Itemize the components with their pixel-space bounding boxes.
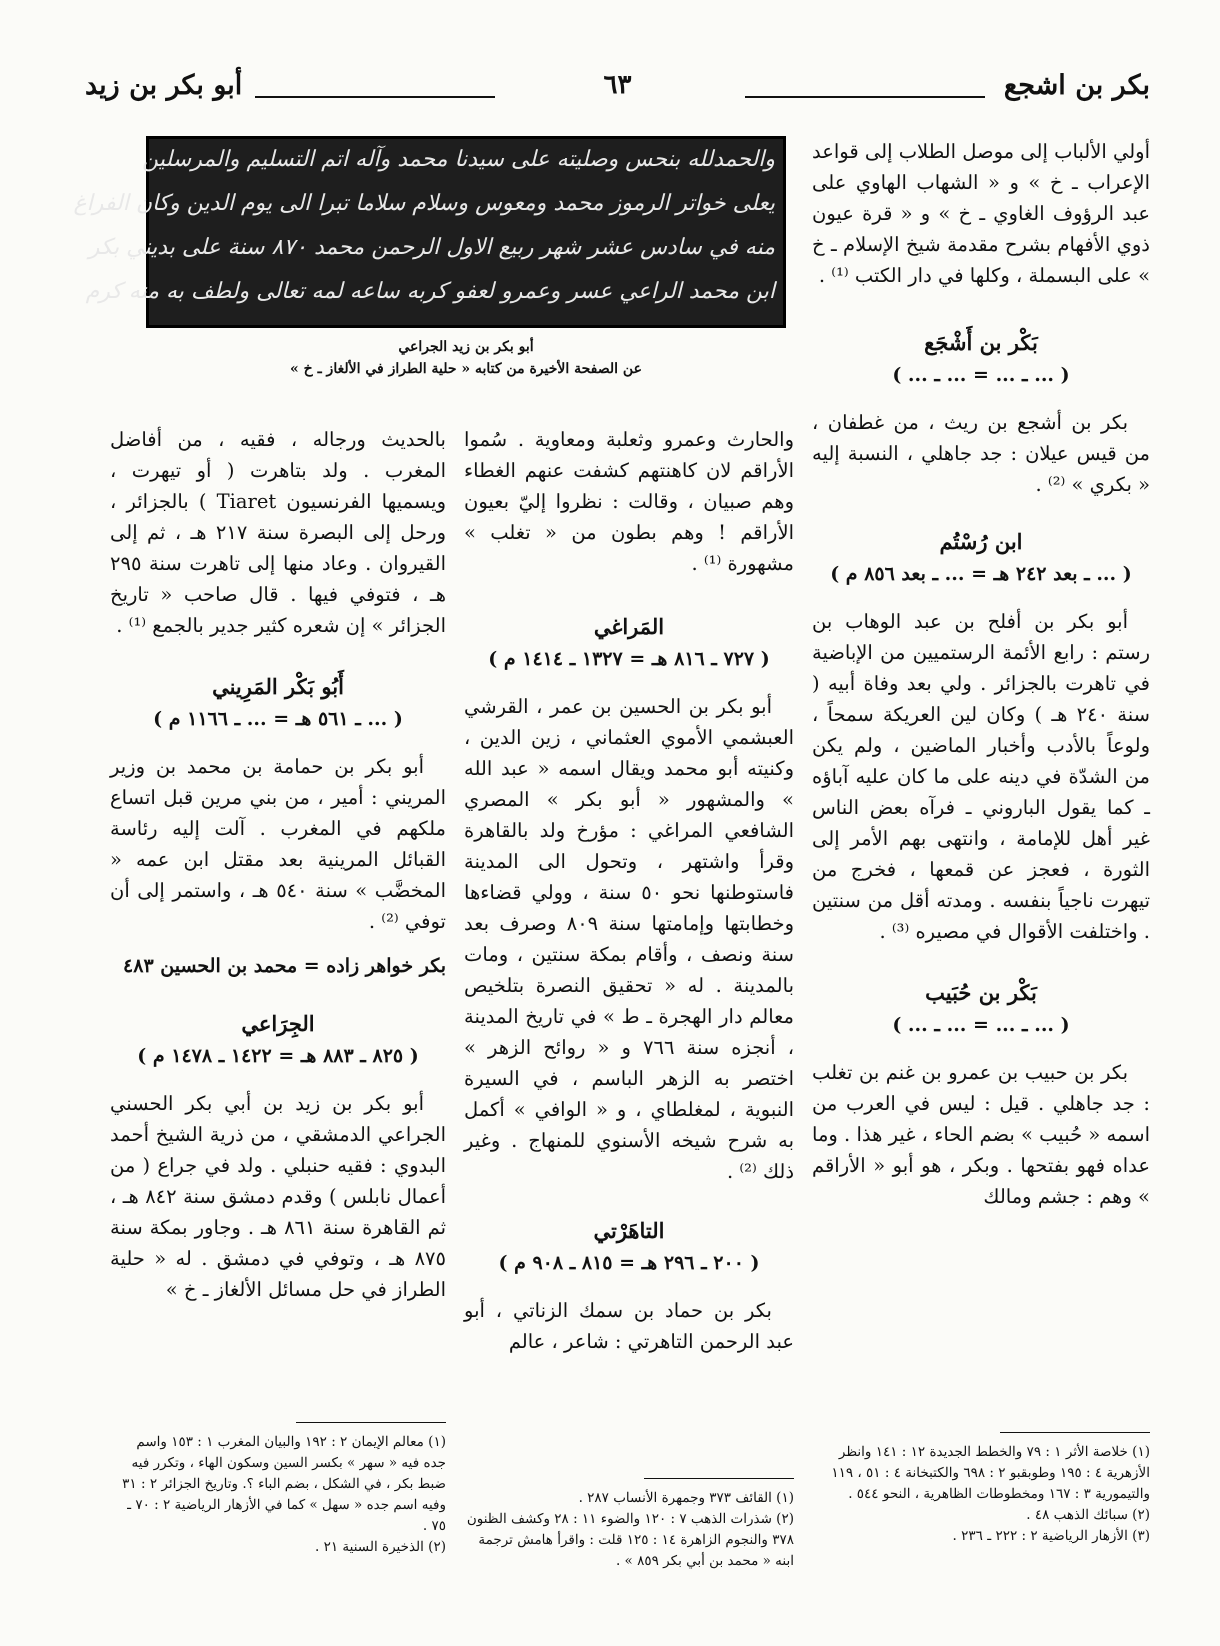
manuscript-line: ابن محمد الراعي عسر وعمرو لعفو كربه ساعه لمه تعالى ولطف به منه كرم <box>85 279 775 304</box>
footnote: (٢) سبائك الذهب ٤٨ . <box>1026 1507 1150 1523</box>
manuscript-line: والحمدلله بنحس وصليته على سيدنا محمد وآله اتم التسليم والمرسلين <box>142 147 775 172</box>
entry-text: بكر بن أشجع بن ريث ، من غطفان ، من قيس عيلان : جد جاهلي ، النسبة إليه « بكري » ⁽²⁾ . <box>812 411 1150 496</box>
continuation-text: بالحديث ورجاله ، فقيه ، من أفاضل المغرب . ولد بتاهرت ( أو تيهرت ، ويسميها الفرنسيون Tiaret ) بالجزائر ، ورحل إلى البصرة سنة ٢١٧ هـ ، ثم إلى القيروان . وعاد منها إلى تاهرت سنة ٢٩٥ هـ ، فتوفي فيها . قال صاحب « تاريخ الجزائر » إن شعره كثير جدير بالجمع ⁽¹⁾ . <box>110 428 446 637</box>
footnote: (٢) الذخيرة السنية ٢١ . <box>315 1539 446 1555</box>
footnotes-middle <box>464 1488 794 1572</box>
entry-dates: ( ... ـ بعد ٢٤٢ هـ = ... ـ بعد ٨٥٦ م ) <box>830 563 1132 585</box>
entry-text: بكر بن حبيب بن عمرو بن غنم بن تغلب : جد جاهلي . قيل : ليس في العرب من اسمه « حُبيب » بضم الحاء ، غير هذا . وما عداه فهو بفتحها . وبكر ، هو أبو « الأراقم » وهم : جشم ومالك <box>812 1061 1150 1208</box>
footnote-rule <box>1000 1432 1150 1433</box>
entry-text: أبو بكر بن أفلح بن عبد الوهاب بن رستم : رابع الأئمة الرستميين من الإباضية في تاهرت بالجزائر . ولي بعد وفاة أبيه ( سنة ٢٤٠ هـ ) وكان لين العريكة سمحاً ، ولوعاً بالأدب وأخبار الماضين ، ولم يكن من الشدّة في دينه على ما كان عليه آباؤه ـ كما يقول الباروني ـ فرآه بعض الناس غير أهل للإمامة ، وانتهى بهم الأمر إلى الثورة ، فعجز عن قمعها ، فخرج من تيهرت ناجياً بنفسه . ومدته أقل من سنتين . واختلفت الأقوال في مصيره ⁽³⁾ . <box>812 610 1150 943</box>
column-right <box>812 136 1150 1218</box>
footnote: (١) معالم الإيمان ٢ : ١٩٢ والبيان المغرب ١ : ١٥٣ واسم جده فيه « سهر » بكسر السين وسكون الهاء ، وتكرر فيه ضبط بكر ، في الشكل ، بضم الباء ؟. وتاريخ الجزائر ٢ : ٣١ وفيه اسم جده « سهل » كما في الأزهار الرياضية ٢ : ٧٠ ـ ٧٥ . <box>122 1434 446 1534</box>
manuscript-line: يعلى خواتر الرموز محمد ومعوس وسلام سلاما تبرا الى يوم الدين وكان الفراغ <box>73 191 775 216</box>
footnote: (٢) شذرات الذهب ٧ : ١٢٠ والضوء ١١ : ٢٨ وكشف الظنون ٣٧٨ والنجوم الزاهرة ١٤ : ١٢٥ قلت : واقرأ هامش ترجمة ابنه « محمد بن أبي بكر ٨٥٩ » . <box>466 1511 794 1569</box>
entry-dates: ( ٧٢٧ ـ ٨١٦ هـ = ١٣٢٧ ـ ١٤١٤ م ) <box>488 648 770 670</box>
page-number: ٦٣ <box>603 70 632 100</box>
continuation-text: والحارث وعمرو وثعلبة ومعاوية . سُموا الأراقم لان كاهنتهم كشفت عنهم الغطاء وهم صبيان ، وقالت : نظروا إليّ بعيون الأراقم ! وهم بطون من « تغلب » مشهورة ⁽¹⁾ . <box>464 428 794 575</box>
entry-title: ابن رُسْتُم <box>939 529 1023 554</box>
running-header <box>85 70 1150 106</box>
footnote-rule <box>296 1422 446 1423</box>
entry-dates: ( ... ـ ٥٦١ هـ = ... ـ ١١٦٦ م ) <box>153 708 403 730</box>
entry-title: المَراغي <box>593 614 665 639</box>
manuscript-image <box>73 136 786 328</box>
footnote: (١) خلاصة الأثر ١ : ٧٩ والخطط الجديدة ١٢ : ١٤١ وانظر الأزهرية ٤ : ١٩٥ وطوبقبو ٢ : ٦٩٨ والكتبخانة ٤ : ٥١ ، ١١٩ والتيمورية ٣ : ١٦٧ ومخطوطات الظاهرية ، النحو ٥٤٤ . <box>831 1444 1150 1502</box>
entry-title: التاهَرْتي <box>593 1218 665 1243</box>
entry-text: أبو بكر بن زيد بن أبي بكر الحسني الجراعي الدمشقي ، من ذرية الشيخ أحمد البدوي : فقيه حنبلي . ولد في جراع ( من أعمال نابلس ) وقدم دمشق سنة ٨٤٢ هـ ، ثم القاهرة سنة ٨٦١ هـ . وجاور بمكة سنة ٨٧٥ هـ ، وتوفي في دمشق . له « حلية الطراز في حل مسائل الألغاز ـ خ » <box>110 1092 447 1301</box>
entry-dates: ( ... ـ ... = ... ـ ... ) <box>892 1014 1070 1036</box>
continuation-text: أولي الألباب إلى موصل الطلاب إلى قواعد الإعراب ـ خ » و « الشهاب الهاوي على عبد الرؤوف الغاوي ـ خ » و « قرة عيون ذوي الأفهام بشرح مقدمة شيخ الإسلام ـ خ » على البسملة ، وكلها في دار الكتب ⁽¹⁾ . <box>812 140 1150 287</box>
entry-dates: ( ... ـ ... = ... ـ ... ) <box>892 364 1070 386</box>
cross-reference: بكر خواهر زاده = محمد بن الحسين ٤٨٣ <box>123 955 446 977</box>
column-middle <box>464 424 794 1363</box>
entry-text: أبو بكر بن الحسين بن عمر ، القرشي العبشمي الأموي العثماني ، زين الدين ، وكنيته أبو محمد ويقال اسمه « عبد الله » والمشهور « أبو بكر » المصري الشافعي المراغي : مؤرخ ولد بالقاهرة وقرأ واشتهر ، وتحول الى المدينة فاستوطنها نحو ٥٠ سنة ، وولي قضاءها وخطابتها وإمامتها سنة ٨٠٩ وصرف بعد سنة ونصف ، وأقام بمكة سنتين ، ومات بالمدينة . له « تحقيق النصرة بتلخيص معالم دار الهجرة ـ ط » في تاريخ المدينة ، أنجزه سنة ٧٦٦ و « روائح الزهر » اختصر به الزهر الباسم ، في السيرة النبوية ، لمغلطاي ، و « الوافي » أكمل به شرح شيخه الأسنوي للمنهاج . وغير ذلك ⁽²⁾ . <box>464 695 794 1183</box>
column-left <box>110 424 446 1311</box>
manuscript-line: منه في سادس عشر شهر ربيع الاول الرحمن محمد ٨٧٠ سنة على بديني بكر <box>88 235 775 260</box>
footnote: (٣) الأزهار الرياضية ٢ : ٢٢٢ ـ ٢٣٦ . <box>952 1528 1150 1544</box>
footnotes-right <box>812 1442 1150 1547</box>
caption-line-2: عن الصفحة الأخيرة من كتابه « حلية الطراز في الألغاز ـ خ » <box>290 361 642 377</box>
footnote-rule <box>644 1478 794 1479</box>
footnotes-left <box>110 1432 446 1558</box>
entry-text: بكر بن حماد بن سمك الزناتي ، أبو عبد الرحمن التاهرتي : شاعر ، عالم <box>464 1299 794 1353</box>
entry-dates: ( ٢٠٠ ـ ٢٩٦ هـ = ٨١٥ ـ ٩٠٨ م ) <box>498 1252 760 1274</box>
figure-caption <box>146 336 786 380</box>
header-left-title: أبو بكر بن زيد <box>85 70 243 101</box>
entry-title: الجِرَاعي <box>241 1011 315 1036</box>
footnote: (١) القائف ٣٧٣ وجمهرة الأنساب ٢٨٧ . <box>578 1490 794 1506</box>
caption-line-1: أبو بكر بن زيد الجراعي <box>398 339 534 355</box>
header-rule-left <box>255 96 495 98</box>
header-right-title: بكر بن اشجع <box>1003 70 1150 101</box>
entry-title: بَكْر بن أَشْجَع <box>924 330 1038 355</box>
entry-title: بَكْر بن حُبَيب <box>925 980 1037 1005</box>
entry-title: أَبُو بَكْر المَرِيني <box>212 674 344 699</box>
entry-text: أبو بكر بن حمامة بن محمد بن وزير المريني : أمير ، من بني مرين قبل اتساع ملكهم في المغرب . آلت إليه رئاسة القبائل المرينية بعد مقتل ابن عمه « المخضَّب » سنة ٥٤٠ هـ ، واستمر إلى أن توفي ⁽²⁾ . <box>110 755 446 933</box>
entry-dates: ( ٨٢٥ ـ ٨٨٣ هـ = ١٤٢٢ ـ ١٤٧٨ م ) <box>137 1045 419 1067</box>
